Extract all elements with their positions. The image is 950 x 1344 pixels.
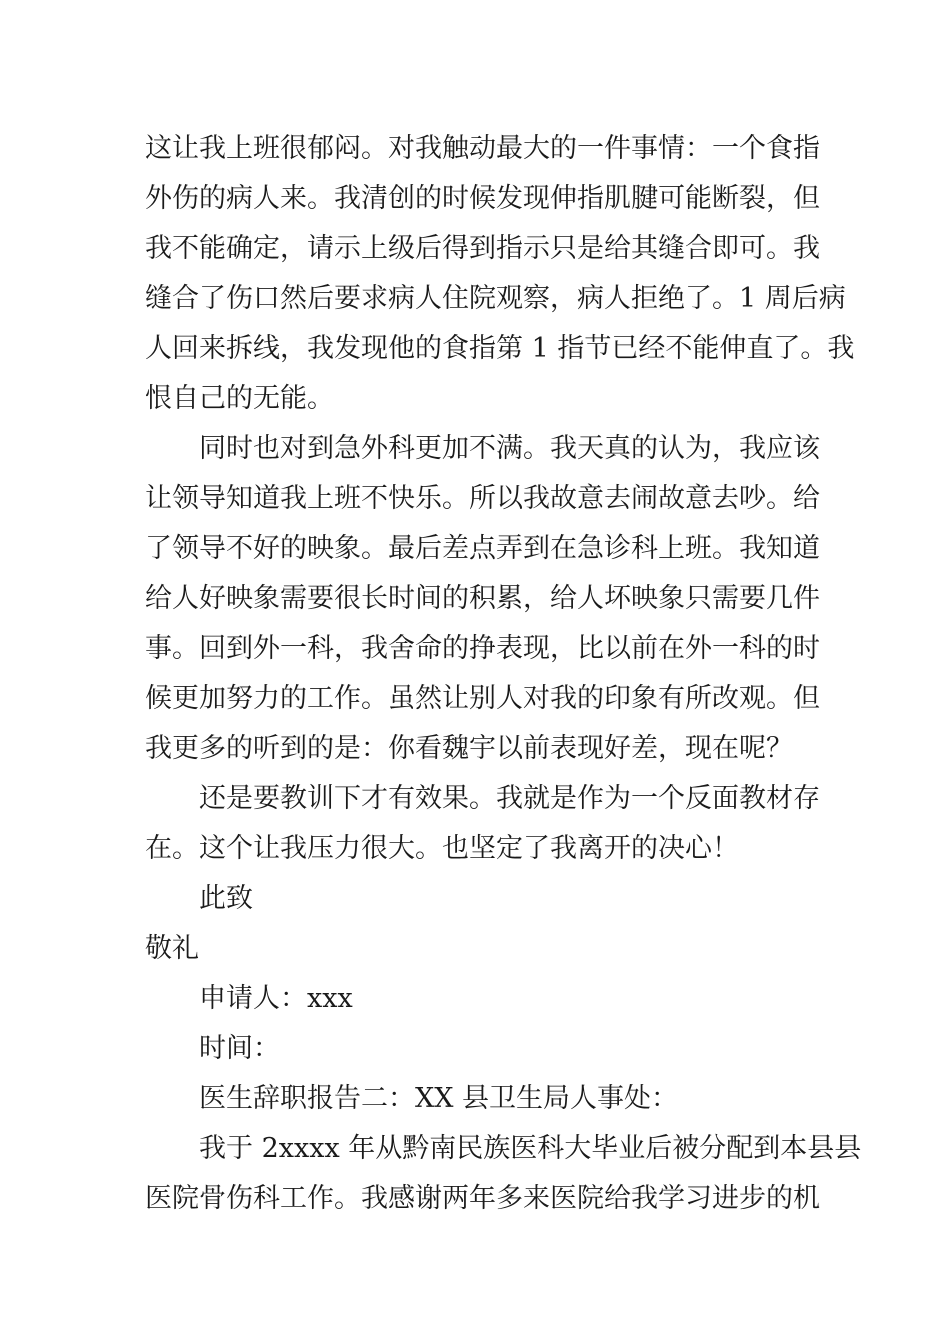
text-line: 候更加努力的工作。虽然让别人对我的印象有所改观。但 bbox=[145, 683, 820, 714]
date-line: 时间： bbox=[199, 1033, 280, 1064]
salutation: 此致 bbox=[199, 883, 253, 914]
letter-closing bbox=[145, 874, 807, 1074]
regards: 敬礼 bbox=[145, 933, 199, 964]
paragraph-1 bbox=[145, 124, 855, 424]
text-line: 缝合了伤口然后要求病人住院观察，病人拒绝了。1 周后病 bbox=[145, 283, 846, 314]
text-line: 事。回到外一科，我舍命的挣表现，比以前在外一科的时 bbox=[145, 633, 820, 664]
text-line: 还是要教训下才有效果。我就是作为一个反面教材存 bbox=[199, 783, 820, 814]
text-line: 恨自己的无能。 bbox=[145, 383, 334, 414]
text-line: 同时也对到急外科更加不满。我天真的认为，我应该 bbox=[199, 433, 820, 464]
applicant-signature: 申请人：xxx bbox=[199, 983, 353, 1014]
text-line: 人回来拆线，我发现他的食指第 1 指节已经不能伸直了。我 bbox=[145, 333, 855, 364]
text-line: 了领导不好的映象。最后差点弄到在急诊科上班。我知道 bbox=[145, 533, 820, 564]
text-line: 我更多的听到的是：你看魏宇以前表现好差，现在呢？ bbox=[145, 733, 793, 764]
paragraph-2 bbox=[145, 424, 820, 774]
text-line: 我于 2xxxx 年从黔南民族医科大毕业后被分配到本县县 bbox=[199, 1133, 862, 1164]
text-line: 医院骨伤科工作。我感谢两年多来医院给我学习进步的机 bbox=[145, 1183, 820, 1214]
text-line: 我不能确定，请示上级后得到指示只是给其缝合即可。我 bbox=[145, 233, 820, 264]
paragraph-3 bbox=[145, 774, 820, 874]
text-line: 在。这个让我压力很大。也坚定了我离开的决心！ bbox=[145, 833, 739, 864]
text-line: 给人好映象需要很长时间的积累，给人坏映象只需要几件 bbox=[145, 583, 820, 614]
text-line: 外伤的病人来。我清创的时候发现伸指肌腱可能断裂，但 bbox=[145, 183, 820, 214]
second-report bbox=[145, 1074, 862, 1224]
document-body bbox=[145, 124, 862, 1224]
text-line: 让领导知道我上班不快乐。所以我故意去闹故意去吵。给 bbox=[145, 483, 820, 514]
text-line: 这让我上班很郁闷。对我触动最大的一件事情：一个食指 bbox=[145, 133, 820, 164]
report-heading: 医生辞职报告二：XX 县卫生局人事处： bbox=[199, 1083, 679, 1114]
